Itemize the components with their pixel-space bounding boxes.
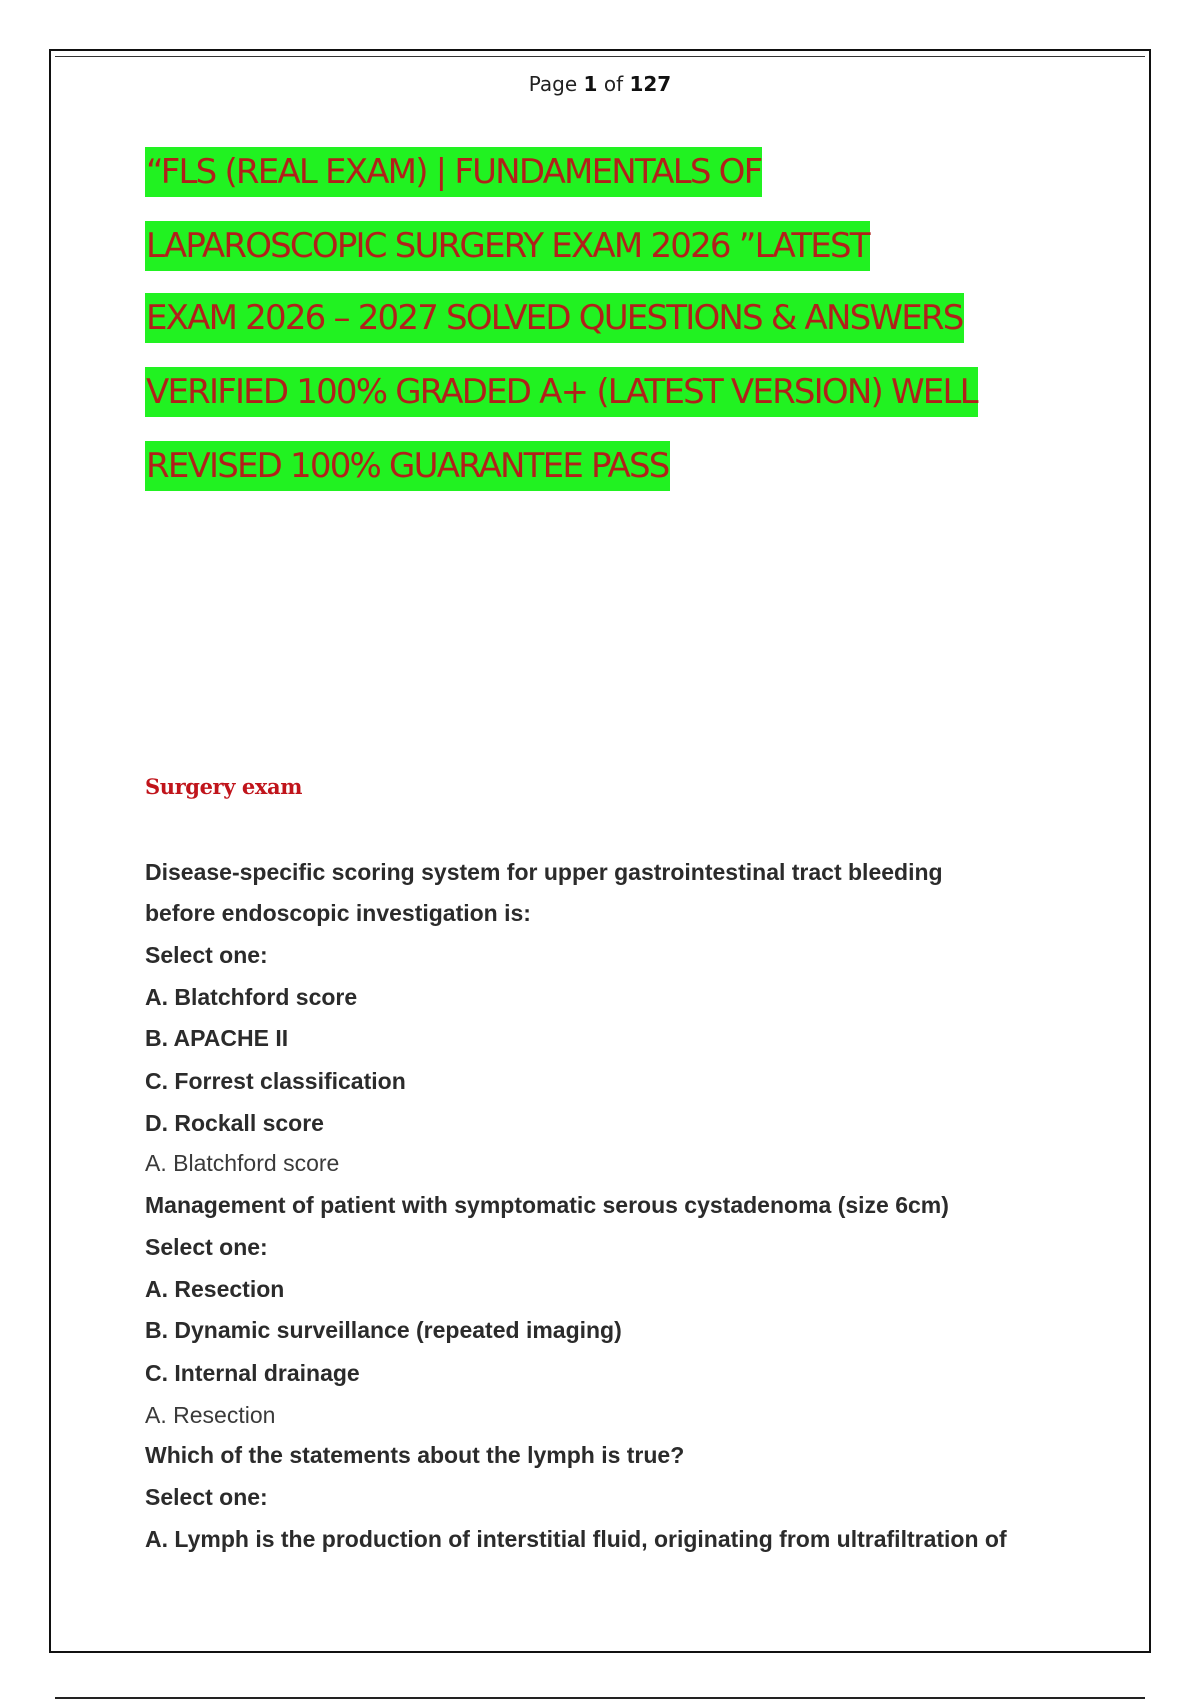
question-3-text: Which of the statements about the lymph is true?	[145, 1442, 685, 1468]
title-line-5: REVISED 100% GUARANTEE PASS	[145, 441, 670, 491]
title-line-2: LAPAROSCOPIC SURGERY EXAM 2026 ”LATEST	[145, 221, 870, 271]
page-current: 1	[583, 72, 598, 96]
option-d: D. Rockall score	[145, 1110, 324, 1136]
section-heading: Surgery exam	[145, 774, 303, 799]
question-1-text-cont: before endoscopic investigation is:	[145, 900, 531, 926]
title-line-1: “FLS (REAL EXAM) | FUNDAMENTALS OF	[145, 147, 762, 197]
option-c: C. Internal drainage	[145, 1360, 360, 1386]
next-page-rule	[55, 1697, 1145, 1699]
option-b: B. APACHE II	[145, 1025, 289, 1051]
option-b: B. Dynamic surveillance (repeated imaging)	[145, 1317, 622, 1343]
question-2-text: Management of patient with symptomatic serous cystadenoma (size 6cm)	[145, 1192, 949, 1218]
top-rule	[55, 56, 1145, 57]
title-line-3: EXAM 2026 – 2027 SOLVED QUESTIONS & ANSWERS	[145, 293, 964, 343]
option-a: A. Resection	[145, 1276, 285, 1302]
option-c: C. Forrest classification	[145, 1068, 406, 1094]
select-one-label: Select one:	[145, 942, 268, 968]
answer-1: A. Blatchford score	[145, 1150, 340, 1176]
answer-2: A. Resection	[145, 1402, 276, 1428]
page-total: 127	[629, 72, 672, 96]
option-a: A. Blatchford score	[145, 984, 358, 1010]
option-a: A. Lymph is the production of interstitial fluid, originating from ultrafiltration of	[145, 1526, 1007, 1552]
select-one-label: Select one:	[145, 1484, 268, 1510]
question-1-text: Disease-specific scoring system for upper gastrointestinal tract bleeding	[145, 859, 943, 885]
title-line-4: VERIFIED 100% GRADED A+ (LATEST VERSION) WELL	[145, 367, 978, 417]
select-one-label: Select one:	[145, 1234, 268, 1260]
page-of-label: of	[603, 72, 624, 96]
page-label: Page	[528, 72, 578, 96]
page-number	[0, 72, 1200, 96]
